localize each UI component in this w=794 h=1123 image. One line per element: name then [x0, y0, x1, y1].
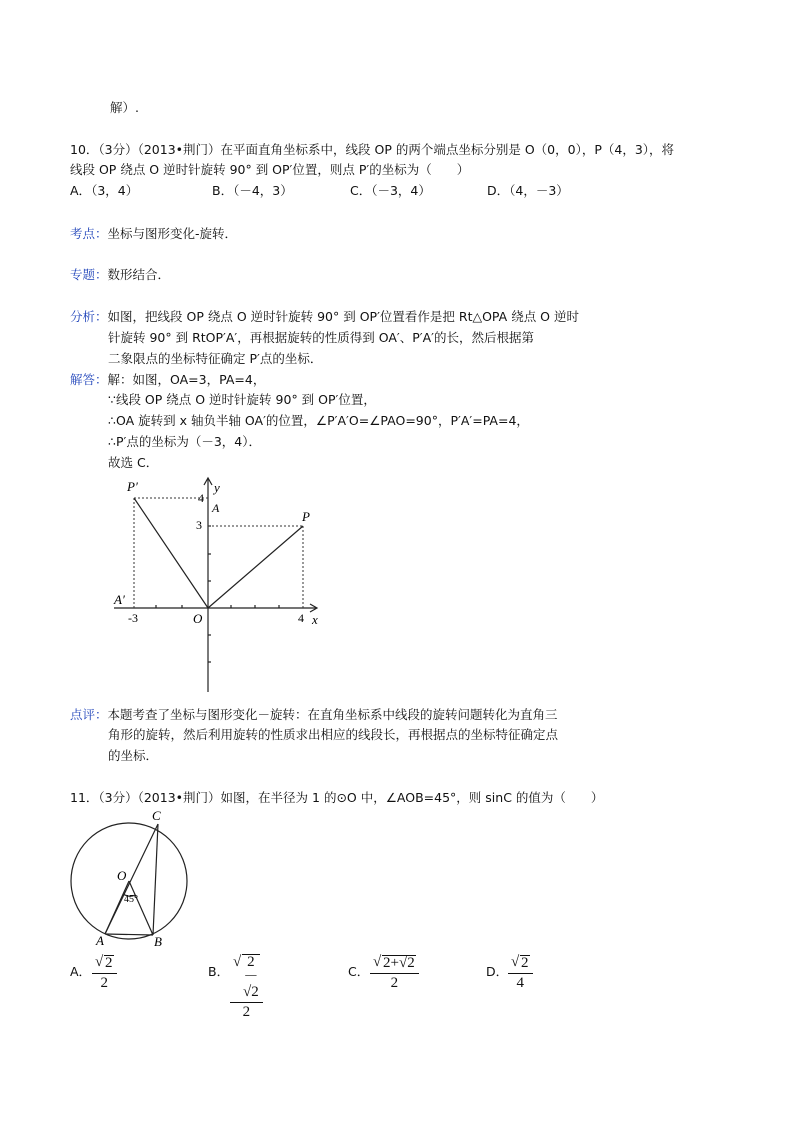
label-a: A [96, 933, 104, 948]
label-c: C [152, 808, 161, 823]
chord-ab [105, 934, 153, 935]
option-label: C． [350, 183, 372, 198]
q10-dianping-line-1 [70, 707, 558, 723]
zhuanti-label: 专题： [70, 267, 108, 282]
q10-dianping-line-2: 角形的旋转，然后利用旋转的性质求出相应的线段长，再根据点的坐标特征确定点 [108, 727, 559, 742]
label-o: O [117, 868, 127, 883]
label-x-tick-neg3: -3 [128, 611, 138, 625]
denominator: 2 [242, 1004, 251, 1020]
chord-bc [153, 824, 158, 935]
q11-circle-figure [68, 808, 198, 950]
q10-option-c[interactable] [350, 183, 431, 199]
q10-option-b[interactable] [212, 183, 293, 199]
option-label: A． [70, 183, 92, 198]
q10-fenxi-line-3: 二象限点的坐标特征确定 P′点的坐标． [108, 351, 323, 366]
q10-stem-line-1: 10．（3分）（2013•荆门）在平面直角坐标系中，线段 OP 的两个端点坐标分别是 O（0，0），P（4，3），将 [70, 142, 675, 157]
q10-jieda-line-5: 故选 C． [108, 455, 159, 470]
previous-answer-tail: 解）. [110, 100, 139, 115]
label-angle-45: 45° [124, 894, 138, 905]
denominator: 2 [390, 975, 399, 991]
option-text: （3，4） [91, 183, 139, 198]
jieda-label: 解答： [70, 372, 108, 387]
label-x-tick-4: 4 [298, 611, 304, 625]
label-y-tick-4: 4 [198, 491, 204, 505]
label-y-tick-3: 3 [196, 518, 202, 532]
option-label: B． [208, 964, 230, 979]
q10-rotation-figure [110, 474, 340, 696]
option-text: （－3，4） [371, 183, 431, 198]
kaodian-label: 考点： [70, 226, 108, 241]
q10-dianping-line-3: 的坐标． [108, 748, 159, 763]
q11-stem: 11．（3分）（2013•荆门）如图，在半径为 1 的⊙O 中，∠AOB=45°，则 sinC 的值为（ ） [70, 790, 604, 805]
q10-kaodian [70, 226, 237, 242]
fenxi-label: 分析： [70, 309, 108, 324]
option-label: A． [70, 964, 92, 979]
q10-jieda-line-3: ∴OA 旋转到 x 轴负半轴 OA′的位置，∠P′A′O=∠PAO=90°，P′A′=PA=4， [108, 413, 529, 428]
segment-op-prime [134, 498, 208, 608]
q10-zhuanti [70, 267, 170, 283]
q10-jieda-line-4: ∴P′点的坐标为（－3，4）． [108, 434, 261, 449]
option-label: D． [487, 183, 510, 198]
q10-fenxi-line-2: 针旋转 90° 到 RtOP′A′，再根据旋转的性质得到 OA′、P′A′的长，然后根据第 [108, 330, 535, 345]
label-x-axis: x [312, 612, 318, 627]
option-label: C． [348, 964, 370, 979]
q10-option-a[interactable] [70, 183, 138, 199]
option-label: D． [486, 964, 509, 979]
radicand: 2－√2 [243, 954, 259, 1000]
label-o: O [193, 611, 203, 626]
fraction: √ 2－√2 2 [230, 954, 263, 1021]
label-p-prime: P′ [127, 479, 138, 494]
kaodian-text: 坐标与图形变化-旋转． [107, 226, 238, 241]
radicand: 2 [105, 955, 113, 971]
segment-op [208, 526, 303, 608]
q10-jieda-line-1 [70, 372, 265, 388]
zhuanti-text: 数形结合． [107, 267, 171, 282]
option-text: （－4，3） [233, 183, 293, 198]
q10-fenxi-line-1 [70, 309, 579, 325]
radius-oa [105, 881, 129, 934]
label-p: P [302, 509, 310, 524]
label-b: B [154, 934, 162, 949]
q10-stem-line-2: 线段 OP 绕点 O 逆时针旋转 90° 到 OP′位置，则点 P′的坐标为（ ） [70, 162, 470, 177]
fraction: √ 2+√2 2 [370, 954, 419, 992]
radicand: 2+√2 [383, 955, 415, 971]
denominator: 2 [100, 975, 108, 991]
dianping-text: 本题考查了坐标与图形变化－旋转：在直角坐标系中线段的旋转问题转化为直角三 [107, 707, 558, 722]
q10-option-d[interactable] [487, 183, 569, 199]
fraction: √ 2 4 [508, 954, 533, 992]
radicand: 2 [521, 955, 529, 971]
option-label: B． [212, 183, 234, 198]
option-text: （4，－3） [509, 183, 569, 198]
label-y-axis: y [214, 480, 220, 495]
label-a: A [212, 501, 220, 515]
label-a-prime: A′ [114, 592, 125, 607]
fraction: √ 2 2 [92, 954, 117, 992]
dianping-label: 点评： [70, 707, 108, 722]
denominator: 4 [516, 975, 524, 991]
radius-ob [129, 881, 153, 935]
jieda-text: 解：如图，OA=3，PA=4， [107, 372, 266, 387]
fenxi-text: 如图，把线段 OP 绕点 O 逆时针旋转 90° 到 OP′位置看作是把 Rt△OPA 绕点 O 逆时 [107, 309, 579, 324]
q10-jieda-line-2: ∵线段 OP 绕点 O 逆时针旋转 90° 到 OP′位置， [108, 392, 376, 407]
